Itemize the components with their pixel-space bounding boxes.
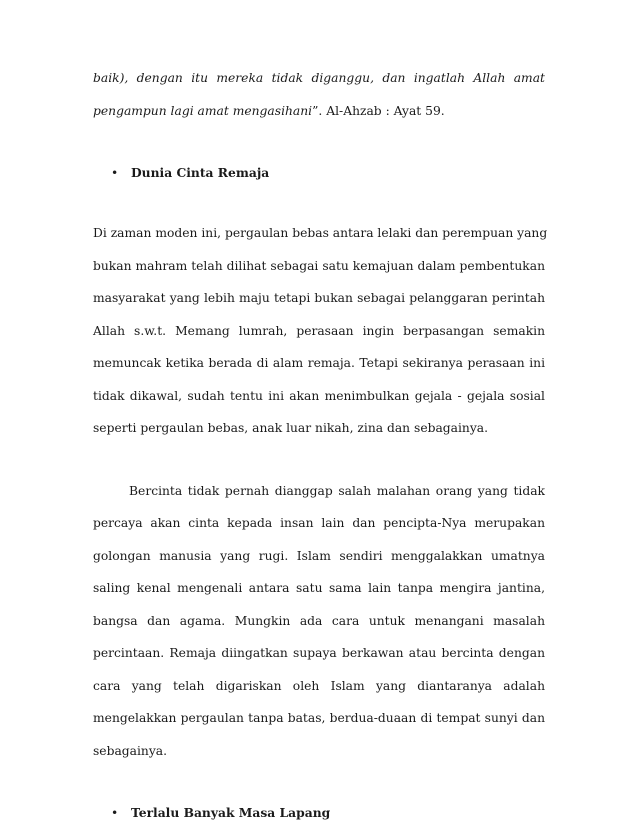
paragraph-line: Bercinta tidak pernah dianggap salah malahan orang yang tidak xyxy=(129,483,545,498)
paragraph-2 xyxy=(93,475,545,768)
paragraph-line: percaya akan cinta kepada insan lain dan pencipta-Nya merupakan xyxy=(93,516,545,530)
section-heading-terlalu-banyak-masa-lapang xyxy=(93,797,545,829)
quote-continuation xyxy=(93,62,545,127)
paragraph-line: cara yang telah digariskan oleh Islam yang diantaranya adalah xyxy=(93,678,545,693)
quote-line-2-italic: pengampun lagi amat mengasihani xyxy=(93,103,313,118)
paragraph-line: golongan manusia yang rugi. Islam sendiri menggalakkan umatnya xyxy=(93,548,545,563)
paragraph-line: memuncak ketika berada di alam remaja. Tetapi sekiranya perasaan ini xyxy=(93,356,545,370)
quote-citation: ”. Al-Ahzab : Ayat 59. xyxy=(312,103,445,118)
paragraph-line: saling kenal mengenali antara satu sama lain tanpa mengira jantina, xyxy=(93,581,545,595)
spacer xyxy=(93,767,545,797)
paragraph-line: bangsa dan agama. Mungkin ada cara untuk menangani masalah xyxy=(93,613,545,628)
spacer xyxy=(93,127,545,157)
paragraph-line: tidak dikawal, sudah tentu ini akan menimbulkan gejala - gejala sosial xyxy=(93,388,545,403)
quote-line-1: baik), dengan itu mereka tidak diganggu, dan ingatlah Allah amat xyxy=(93,71,545,85)
paragraph-line: masyarakat yang lebih maju tetapi bukan sebagai pelanggaran perintah xyxy=(93,291,545,305)
paragraph-line-last: seperti pergaulan bebas, anak luar nikah, zina dan sebagainya. xyxy=(93,421,489,435)
paragraph-line: percintaan. Remaja diingatkan supaya berkawan atau bercinta dengan xyxy=(93,646,545,660)
paragraph-line: Di zaman moden ini, pergaulan bebas antara lelaki dan perempuan yang xyxy=(93,226,548,240)
bullet-icon: • xyxy=(111,166,119,180)
paragraph-line: Allah s.w.t. Memang lumrah, perasaan ingin berpasangan semakin xyxy=(93,323,545,338)
bullet-icon: • xyxy=(111,806,119,820)
quote-line-2 xyxy=(93,95,545,128)
paragraph-line: bukan mahram telah dilihat sebagai satu kemajuan dalam pembentukan xyxy=(93,258,545,273)
paragraph-line: mengelakkan pergaulan tanpa batas, berdua-duaan di tempat sunyi dan xyxy=(93,711,545,725)
section-heading-dunia-cinta-remaja xyxy=(93,157,545,189)
spacer xyxy=(93,445,545,475)
paragraph-line-last: sebagainya. xyxy=(93,743,168,758)
section-title: Terlalu Banyak Masa Lapang xyxy=(131,805,331,820)
spacer xyxy=(93,189,545,217)
section-title: Dunia Cinta Remaja xyxy=(131,165,270,180)
document-page xyxy=(93,62,548,829)
paragraph-1 xyxy=(93,217,548,445)
